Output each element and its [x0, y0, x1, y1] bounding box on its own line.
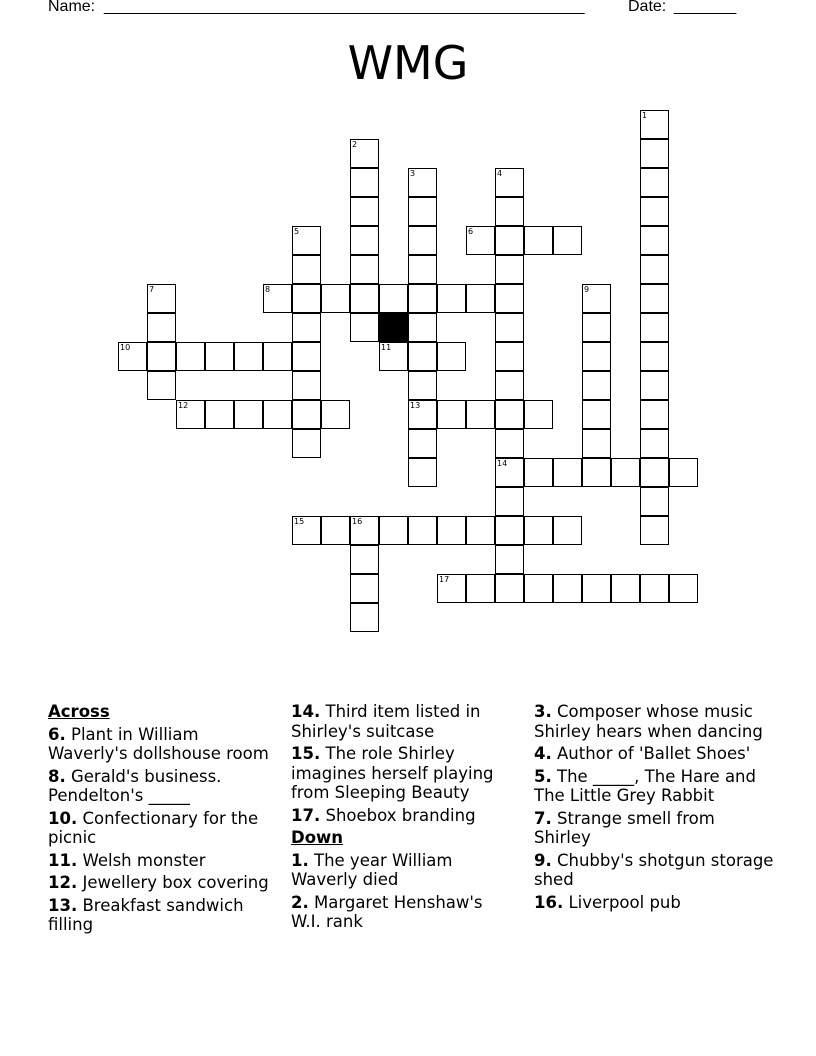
- grid-cell[interactable]: [408, 400, 437, 429]
- grid-cell[interactable]: [466, 284, 495, 313]
- across-clue-8: 8. Gerald's business. Pendelton's _____: [48, 766, 222, 805]
- grid-cell[interactable]: [292, 516, 321, 545]
- grid-cell[interactable]: [437, 284, 466, 313]
- cell-number: 6: [468, 227, 474, 236]
- grid-cell[interactable]: [582, 284, 611, 313]
- grid-cell[interactable]: [640, 255, 669, 284]
- grid-cell[interactable]: [640, 487, 669, 516]
- grid-cell[interactable]: [350, 313, 379, 342]
- down-clue-7: 7. Strange smell from Shirley: [534, 808, 715, 847]
- grid-cell[interactable]: [582, 429, 611, 458]
- down-clue-1: 1. The year William Waverly died: [291, 850, 453, 889]
- grid-cell[interactable]: [669, 458, 698, 487]
- grid-cell[interactable]: [553, 226, 582, 255]
- grid-cell[interactable]: [350, 197, 379, 226]
- across-clue-10: 10. Confectionary for the picnic: [48, 808, 259, 847]
- grid-cell[interactable]: [640, 429, 669, 458]
- grid-cell[interactable]: [321, 284, 350, 313]
- grid-cell[interactable]: [408, 226, 437, 255]
- grid-cell[interactable]: [292, 255, 321, 284]
- grid-cell[interactable]: [582, 313, 611, 342]
- grid-cell[interactable]: [321, 400, 350, 429]
- grid-cell[interactable]: [640, 516, 669, 545]
- across-clue-13: 13. Breakfast sandwich filling: [48, 895, 244, 934]
- down-clue-4: 4. Author of 'Ballet Shoes': [534, 744, 751, 763]
- grid-cell[interactable]: [408, 168, 437, 197]
- grid-cell[interactable]: [524, 400, 553, 429]
- grid-cell[interactable]: [640, 313, 669, 342]
- cell-number: 7: [149, 285, 155, 294]
- grid-cell[interactable]: [495, 313, 524, 342]
- grid-cell[interactable]: [205, 342, 234, 371]
- grid-cell[interactable]: [640, 574, 669, 603]
- clues-column-2: [291, 702, 516, 935]
- grid-cell[interactable]: [408, 255, 437, 284]
- grid-cell[interactable]: [292, 313, 321, 342]
- grid-cell[interactable]: [408, 197, 437, 226]
- down-clue-16: 16. Liverpool pub: [534, 892, 681, 912]
- grid-cell[interactable]: [118, 342, 147, 371]
- cell-number: 15: [294, 517, 305, 526]
- grid-cell[interactable]: [495, 342, 524, 371]
- across-clue-12: 12. Jewellery box covering: [48, 873, 269, 892]
- clues-column-3: [534, 702, 774, 915]
- grid-cell[interactable]: [524, 226, 553, 255]
- cell-number: 16: [352, 517, 363, 526]
- cell-number: 11: [381, 343, 392, 352]
- grid-cell[interactable]: [640, 110, 669, 139]
- grid-cell[interactable]: [524, 574, 553, 603]
- grid-cell[interactable]: [292, 342, 321, 371]
- grid-cell[interactable]: [437, 516, 466, 545]
- grid-cell[interactable]: [553, 516, 582, 545]
- black-square: [379, 313, 408, 342]
- grid-cell[interactable]: [437, 342, 466, 371]
- grid-cell[interactable]: [379, 284, 408, 313]
- grid-cell[interactable]: [350, 226, 379, 255]
- grid-cell[interactable]: [495, 487, 524, 516]
- down-heading: Down: [291, 828, 344, 847]
- cell-number: 14: [497, 459, 508, 468]
- grid-cell[interactable]: [147, 313, 176, 342]
- grid-cell[interactable]: [321, 516, 350, 545]
- grid-cell[interactable]: [466, 574, 495, 603]
- grid-cell[interactable]: [495, 226, 524, 255]
- grid-cell[interactable]: [640, 139, 669, 168]
- cell-number: 17: [439, 575, 450, 584]
- across-clue-6: 6. Plant in William Waverly's dollshouse room: [48, 724, 269, 763]
- grid-cell[interactable]: [640, 342, 669, 371]
- grid-cell[interactable]: [611, 458, 640, 487]
- grid-cell[interactable]: [147, 342, 176, 371]
- grid-cell[interactable]: [495, 284, 524, 313]
- grid-cell[interactable]: [495, 168, 524, 197]
- date-label: Date:: [628, 0, 667, 15]
- cell-number: 1: [642, 111, 648, 120]
- grid-cell[interactable]: [495, 429, 524, 458]
- grid-cell[interactable]: [292, 400, 321, 429]
- cell-number: 4: [497, 169, 503, 178]
- cell-number: 10: [120, 343, 131, 352]
- grid-cell[interactable]: [553, 574, 582, 603]
- grid-cell[interactable]: [495, 255, 524, 284]
- page-title: WMG: [347, 36, 469, 90]
- across-clue-15: 15. The role Shirley imagines herself playing from Sleeping Beauty: [291, 744, 494, 802]
- name-label: Name:: [48, 0, 96, 15]
- grid-cell[interactable]: [176, 342, 205, 371]
- grid-cell[interactable]: [263, 400, 292, 429]
- grid-cell[interactable]: [640, 400, 669, 429]
- grid-cell[interactable]: [495, 545, 524, 574]
- grid-cell[interactable]: [379, 342, 408, 371]
- clues-column-1: [48, 702, 283, 938]
- grid-cell[interactable]: [466, 400, 495, 429]
- grid-cell[interactable]: [292, 226, 321, 255]
- across-clue-11: 11. Welsh monster: [48, 850, 206, 870]
- cell-number: 3: [410, 169, 416, 178]
- across-clue-14: 14. Third item listed in Shirley's suitcase: [291, 702, 481, 741]
- grid-cell[interactable]: [205, 400, 234, 429]
- grid-cell[interactable]: [437, 400, 466, 429]
- grid-cell[interactable]: [582, 342, 611, 371]
- cell-number: 13: [410, 401, 421, 410]
- grid-cell[interactable]: [263, 284, 292, 313]
- cell-number: 12: [178, 401, 189, 410]
- grid-cell[interactable]: [350, 516, 379, 545]
- grid-cell[interactable]: [350, 255, 379, 284]
- grid-cell[interactable]: [408, 458, 437, 487]
- grid-cell[interactable]: [495, 197, 524, 226]
- grid-cell[interactable]: [495, 371, 524, 400]
- grid-cell[interactable]: [524, 458, 553, 487]
- down-clue-2: 2. Margaret Henshaw's W.I. rank: [291, 892, 483, 931]
- grid-cell[interactable]: [640, 168, 669, 197]
- grid-cell[interactable]: [408, 313, 437, 342]
- grid-cell[interactable]: [495, 458, 524, 487]
- grid-cell[interactable]: [408, 429, 437, 458]
- grid-cell[interactable]: [466, 516, 495, 545]
- grid-cell[interactable]: [640, 284, 669, 313]
- grid-cell[interactable]: [263, 342, 292, 371]
- grid-cell[interactable]: [640, 226, 669, 255]
- across-heading: Across: [48, 702, 110, 721]
- grid-cell[interactable]: [379, 516, 408, 545]
- down-clue-5: 5. The _____, The Hare and The Little Grey Rabbit: [534, 766, 756, 805]
- name-field[interactable]: ______________________________________________________: [104, 0, 585, 15]
- grid-cell[interactable]: [292, 429, 321, 458]
- grid-cell[interactable]: [350, 139, 379, 168]
- grid-cell[interactable]: [466, 226, 495, 255]
- grid-cell[interactable]: [350, 574, 379, 603]
- grid-cell[interactable]: [495, 574, 524, 603]
- grid-cell[interactable]: [640, 197, 669, 226]
- grid-cell[interactable]: [582, 458, 611, 487]
- date-field[interactable]: _______: [674, 0, 737, 15]
- across-clue-17: 17. Shoebox branding: [291, 805, 476, 825]
- cell-number: 9: [584, 285, 590, 294]
- grid-cell[interactable]: [350, 545, 379, 574]
- grid-cell[interactable]: [611, 574, 640, 603]
- grid-cell[interactable]: [234, 400, 263, 429]
- grid-cell[interactable]: [350, 603, 379, 632]
- grid-cell[interactable]: [408, 371, 437, 400]
- grid-cell[interactable]: [582, 400, 611, 429]
- grid-cell[interactable]: [408, 284, 437, 313]
- grid-cell[interactable]: [350, 284, 379, 313]
- grid-cell[interactable]: [553, 458, 582, 487]
- grid-cell[interactable]: [408, 516, 437, 545]
- grid-cell[interactable]: [292, 371, 321, 400]
- grid-cell[interactable]: [640, 458, 669, 487]
- grid-cell[interactable]: [669, 574, 698, 603]
- grid-cell[interactable]: [147, 284, 176, 313]
- cell-number: 2: [352, 140, 358, 149]
- grid-cell[interactable]: [582, 574, 611, 603]
- grid-cell[interactable]: [640, 371, 669, 400]
- grid-cell[interactable]: [437, 574, 466, 603]
- grid-cell[interactable]: [292, 284, 321, 313]
- grid-cell[interactable]: [350, 168, 379, 197]
- grid-cell[interactable]: [234, 342, 263, 371]
- grid-cell[interactable]: [495, 516, 524, 545]
- grid-cell[interactable]: [495, 400, 524, 429]
- down-clue-3: 3. Composer whose music Shirley hears when dancing: [534, 702, 763, 741]
- cell-number: 8: [265, 285, 271, 294]
- grid-cell[interactable]: [147, 371, 176, 400]
- grid-cell[interactable]: [176, 400, 205, 429]
- grid-cell[interactable]: [408, 342, 437, 371]
- grid-cell[interactable]: [524, 516, 553, 545]
- cell-number: 5: [294, 227, 300, 236]
- grid-cell[interactable]: [582, 371, 611, 400]
- down-clue-9: 9. Chubby's shotgun storage shed: [534, 850, 774, 889]
